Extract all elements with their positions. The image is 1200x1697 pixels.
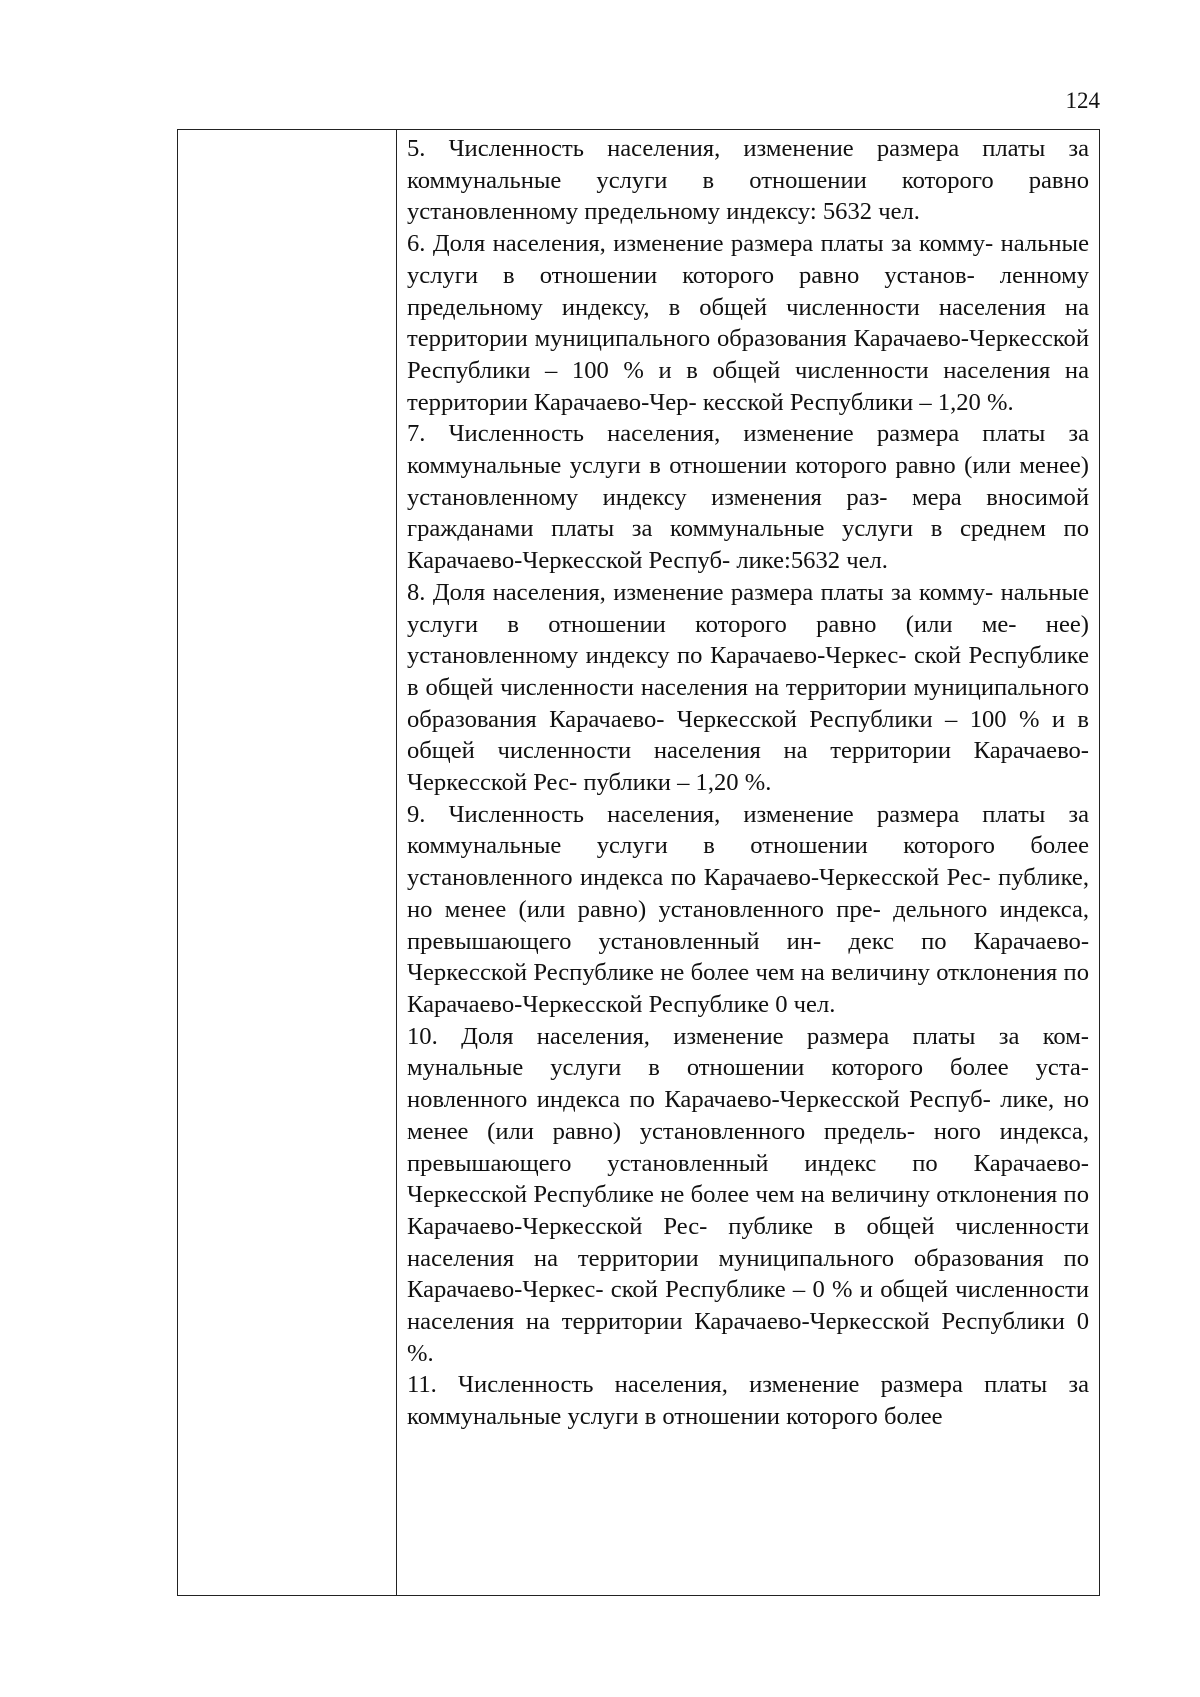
item-line: нальные услуги в отношении которого равно (или ме- [407,578,1089,638]
item-line: публике, но менее (или равно) установленного пре- [407,864,1089,923]
item-line: лике:5632 чел. [736,547,888,575]
item-line: 10. Доля населения, изменение размера платы за ком- [407,1022,1089,1050]
item-line: услуги в среднем по Карачаево-Черкесской Респуб- [407,515,1089,575]
item-line: мера вносимой гражданами платы за коммунальные [407,483,1089,543]
item-line: величину отклонения по Карачаево-Черкесской Рес- [407,1181,1089,1240]
list-item [407,133,1089,228]
item-line: Республике 0 чел. [648,990,836,1018]
item-line: муниципального образования по Карачаево-Черкес- [407,1244,1089,1304]
item-line: нее) установленному индексу по Карачаево-Черкес- [407,610,1089,670]
item-line: публики – 1,20 %. [583,769,772,797]
item-line: новленного индекса по Карачаево-Черкесской Респуб- [407,1086,991,1114]
item-line: лике, но менее (или равно) установленного предель- [407,1086,1089,1145]
item-line: установленному предельному индексу: 5632 чел. [407,198,920,226]
list-item [407,799,1089,1021]
item-line: декс по Карачаево-Черкесской Республике не более [407,927,1090,987]
item-line: чем на величину отклонения по Карачаево-Черкесской [407,959,1089,1018]
item-line: по Карачаево-Черкесской Республике не более чем на [407,1149,1089,1209]
item-line: 6. Доля населения, изменение размера платы за комму- [407,230,994,258]
table-left-column [178,130,397,1595]
item-line: 11. Численность населения, изменение размера платы [407,1371,1048,1399]
item-line: 7. Численность населения, изменение размера платы за [407,420,1089,448]
item-line: коммунальные услуги в отношении которого равно [407,452,956,480]
item-line: дельного индекса, превышающего установленный ин- [407,895,1090,955]
item-line: ской Республике в общей численности населения на [407,642,1089,701]
item-line: (или менее) установленному индексу изменения раз- [407,452,1090,511]
table-right-column [397,130,1099,1595]
item-line: на территории Карачаево-Черкесской Республики 0 %. [407,1308,1089,1367]
item-line: Карачаево-Черкесской Республики – 100 % и в общей [407,325,1089,384]
item-line: ного индекса, превышающего установленный индекс [407,1117,1089,1177]
item-line: коммунальные услуги в отношении которого более [407,832,1089,860]
list-item [407,1021,1089,1370]
list-item [407,577,1089,799]
item-line: коммунальные услуги в отношении которого равно [407,166,1089,194]
item-line: 8. Доля населения, изменение размера платы за комму- [407,578,994,606]
item-line: мунальные услуги в отношении которого более уста- [407,1054,1089,1082]
item-line: 9. Численность населения, изменение размера платы за [407,800,1089,828]
item-line: ленному предельному индексу, в общей численности [407,261,1089,321]
item-line: установленного индекса по Карачаево-Черкесской Рес- [407,864,991,892]
list-item [407,228,1089,418]
item-line: ской Республике – 0 % и общей численности населения [407,1276,1089,1336]
item-line: Черкесской Республики – 100 % и в общей численности [407,705,1089,765]
item-line: территории муниципального образования Карачаево- [407,673,1089,733]
list-item [407,418,1089,577]
document-table [177,129,1100,1596]
item-line: нальные услуги в отношении которого равно установ- [407,230,1089,289]
item-line: публике в общей численности населения на территории [407,1212,1089,1272]
item-line: населения на территории Карачаево-Черкесской Рес- [407,737,1089,797]
item-line: за коммунальные услуги в отношении которого более [407,1371,1089,1431]
item-line: населения на территории муниципального образования [407,293,1089,353]
list-item [407,1369,1089,1432]
item-line: численности населения на территории Карачаево-Чер- [407,356,1089,416]
item-line: 5. Численность населения, изменение размера платы за [407,135,1089,162]
item-line: кесской Республики – 1,20 %. [702,388,1014,416]
page-number: 124 [1065,88,1100,113]
